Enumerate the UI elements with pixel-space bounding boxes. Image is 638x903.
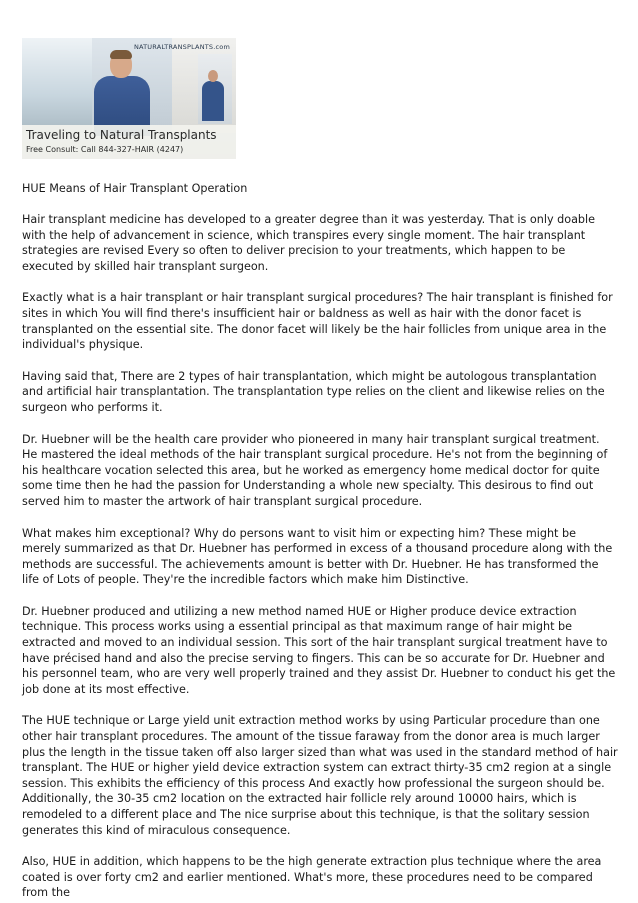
brand-watermark: NATURALTRANSPLANTS.com [133,43,230,51]
article-paragraph: The HUE technique or Large yield unit extraction method works by using Particular procedure than one other hair transplant procedures. The amount of the tissue faraway from the donor area is much larger plus the length in the tissue taken off also larger sized than what was used in the standard method of hair transplant. The HUE or higher yield device extraction system can extract thirty-35 cm2 region at a single session. This exhibits the efficiency of this process And exactly how professional the surgeon should be. Additionally, the 30-35 cm2 location on the extracted hair follicle rely around 10000 hairs, which is remodeled to a different place and The nice surprise about this technique, is that the solitary session generates this kind of miraculous consequence. [22,714,618,837]
banner-subtitle: Free Consult: Call 844-327-HAIR (4247) [26,145,184,154]
hero-banner [22,125,236,159]
article-paragraph: Also, HUE in addition, which happens to be the high generate extraction plus technique where the area coated is over forty cm2 and earlier mentioned. What's more, these procedures need to be compared from the [22,855,602,900]
article-paragraph: Dr. Huebner produced and utilizing a new method named HUE or Higher produce device extraction technique. This process works using a essential principal as that maximum range of hair might be extracted and moved to an individual session. This sort of the hair transplant surgical treatment have to have précised hand and also the precise serving to fingers. This can be so accurate for Dr. Huebner and his personnel team, who are very well properly trained and they assist Dr. Huebner to conduct his get the job done at its most effective. [22,604,616,696]
article-title: HUE Means of Hair Transplant Operation [22,182,248,195]
article-paragraph: Dr. Huebner will be the health care provider who pioneered in many hair transplant surgical treatment. He mastered the ideal methods of the hair transplant surgical procedure. He's not from the beginning of his healthcare vocation selected this area, but he worked as emergency home medical doctor for quite some time then he had the passion for Understanding a whole new specialty. This desirous to find out served him to master the artwork of hair transplant surgical procedure. [22,432,608,508]
article-paragraph: What makes him exceptional? Why do persons want to visit him or expecting him? These might be merely summarized as that Dr. Huebner has performed in excess of a thousand procedure along with the methods are successful. The achievements amount is better with Dr. Huebner. He has transformed the life of Lots of people. They're the incredible factors which make him Distinctive. [22,526,613,587]
hero-image [22,38,236,159]
window-backdrop [22,38,92,133]
banner-title: Traveling to Natural Transplants [26,128,217,142]
article-paragraph: Exactly what is a hair transplant or hair transplant surgical procedures? The hair transplant is finished for sites in which You will find there's insufficient hair or baldness as well as hair with the donor facet is transplanted on the essential site. The donor facet will likely be the hair follicles from unique area in the individual's physique. [22,291,613,352]
article-paragraph: Having said that, There are 2 types of hair transplantation, which might be autologous transplantation and artificial hair transplantation. The transplantation type relies on the client and likewise relies on the surgeon who performs it. [22,369,605,414]
document-page [22,38,618,901]
article-paragraph: Hair transplant medicine has developed to a greater degree than it was yesterday. That is only doable with the help of advancement in science, which transpires every single moment. The hair transplant strategies are revised Every so often to deliver precision to your treatments, which happen to be executed by skilled hair transplant surgeon. [22,213,596,273]
